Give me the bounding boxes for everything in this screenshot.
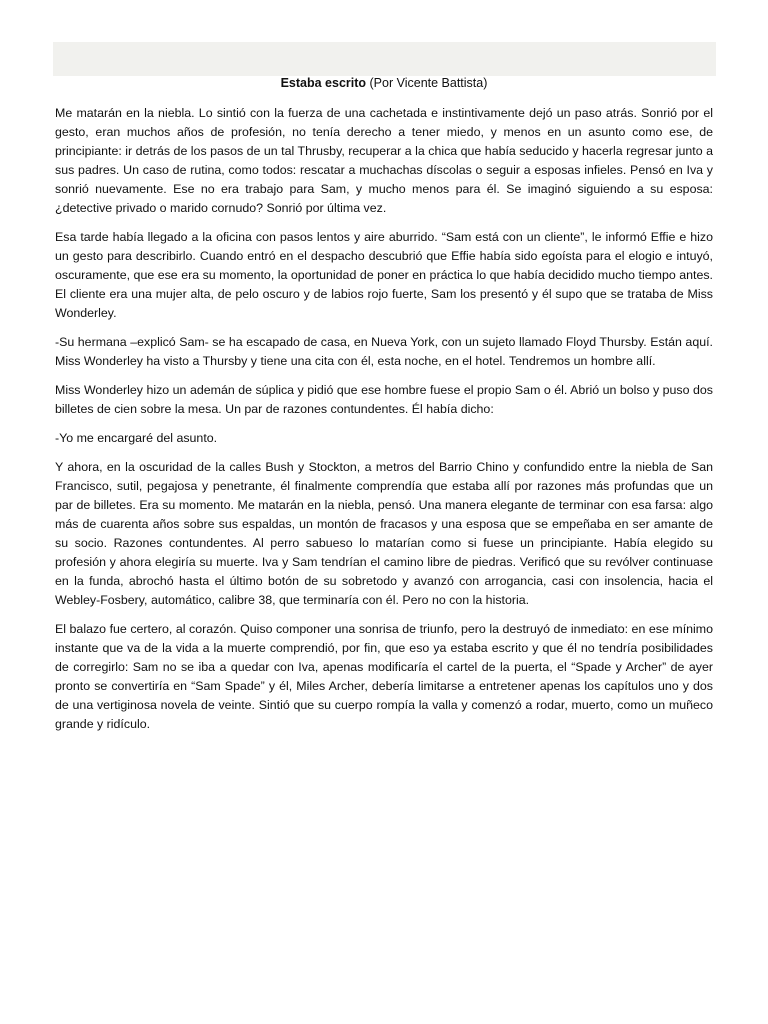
paragraph: Me matarán en la niebla. Lo sintió con la fuerza de una cachetada e instintivamente dejó un paso atrás. Sonrió por el gesto, eran muchos años de profesión, no tenía derecho a tener miedo, y menos en un asunto como ese, de principiante: ir detrás de los pasos de un tal Thrusby, recuperar a la chica que había seducido y hacerla regresar junto a sus padres. Un caso de rutina, como todos: rescatar a muchachas díscolas o seguir a esposas infieles. Pensó en Iva y sonrió nuevamente. Ese no era trabajo para Sam, y mucho menos para él. Se imaginó siguiendo a su esposa: ¿detective privado o marido cornudo? Sonrió por última vez. (55, 106, 713, 215)
paragraph: Esa tarde había llegado a la oficina con pasos lentos y aire aburrido. “Sam está con un cliente”, le informó Effie e hizo un gesto para describirlo. Cuando entró en el despacho descubrió que Effie había sido egoísta para el elogio e intuyó, oscuramente, que ese era su momento, la oportunidad de poner en práctica lo que había decidido mucho tiempo antes. El cliente era una mujer alta, de pelo oscuro y de labios rojo fuerte, Sam los presentó y él supo que se trataba de Miss Wonderley. (55, 230, 713, 320)
header-band (53, 42, 716, 76)
paragraph: El balazo fue certero, al corazón. Quiso componer una sonrisa de triunfo, pero la destruyó de inmediato: en ese mínimo instante que va de la vida a la muerte comprendió, por fin, que eso ya estaba escrito y que él no tendría posibilidades de corregirlo: Sam no se iba a quedar con Iva, apenas modificaría el cartel de la puerta, el “Spade y Archer” de ayer pronto se convertiría en “Sam Spade” y él, Miles Archer, debería limitarse a entretener apenas los capítulos uno y dos de una vertiginosa novela de veinte. Sintió que su cuerpo rompía la valla y comenzó a rodar, muerto, como un muñeco grande y ridículo. (55, 622, 713, 731)
title-author: (Por Vicente Battista) (366, 76, 488, 90)
paragraph: Y ahora, en la oscuridad de la calles Bush y Stockton, a metros del Barrio Chino y confundido entre la niebla de San Francisco, sutil, pegajosa y penetrante, él finalmente comprendía que estaba allí por razones más profundas que un par de billetes. Era su momento. Me matarán en la niebla, pensó. Una manera elegante de terminar con esa farsa: algo más de cuarenta años sobre sus espaldas, un montón de fracasos y una esposa que se empeñaba en ser amante de su socio. Razones contundentes. Al perro sabueso lo matarían como si fuese un principiante. Había elegido su profesión y ahora elegiría su muerte. Iva y Sam tendrían el camino libre de piedras. Verificó que su revólver continuase en la funda, abrochó hasta el último botón de su sobretodo y avanzó con arrogancia, casi con insolencia, hacia el Webley-Fosbery, automático, calibre 38, que terminaría con él. Pero no con la historia. (55, 460, 713, 607)
paragraph: -Su hermana –explicó Sam- se ha escapado de casa, en Nueva York, con un sujeto llamado Floyd Thursby. Están aquí. Miss Wonderley ha visto a Thursby y tiene una cita con él, esta noche, en el hotel. Tendremos un hombre allí. (55, 335, 713, 368)
document-title (55, 74, 713, 92)
title-main: Estaba escrito (280, 76, 367, 90)
paragraph: -Yo me encargaré del asunto. (55, 431, 218, 445)
paragraph: Miss Wonderley hizo un ademán de súplica y pidió que ese hombre fuese el propio Sam o él. Abrió un bolso y puso dos billetes de cien sobre la mesa. Un par de razones contundentes. Él había dicho: (55, 383, 713, 416)
document-body (55, 74, 713, 744)
